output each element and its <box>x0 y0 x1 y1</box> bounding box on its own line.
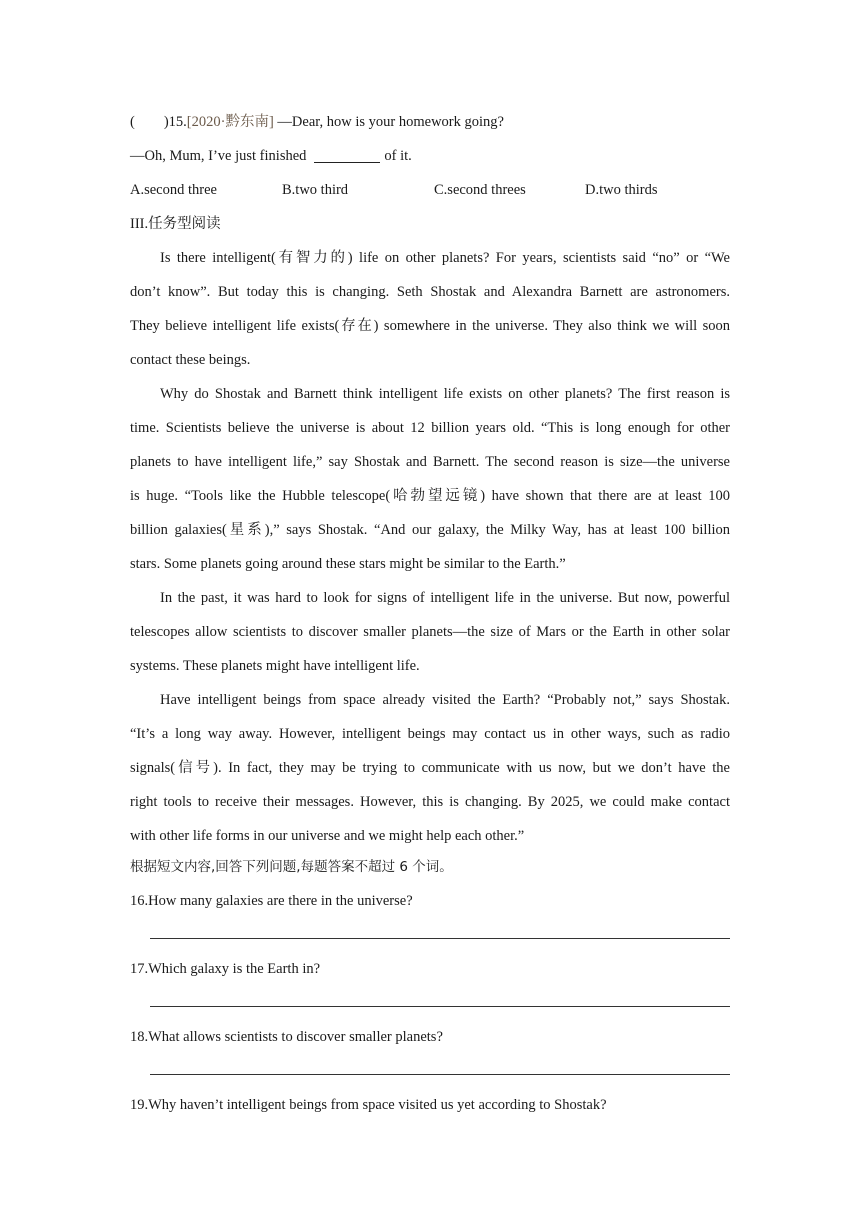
option-c: C.second threes <box>434 182 526 198</box>
instruction-text: 根据短文内容,回答下列问题,每题答案不超过 6 个词。 <box>130 859 453 875</box>
passage-line: Is there intelligent(有智力的) life on other planets? For years, scientists said “no” or “We <box>160 250 730 266</box>
passage-line: don’t know”. But today this is changing. Seth Shostak and Alexandra Barnett are astronomers. <box>130 284 730 300</box>
answer-parentheses: ( ) <box>130 114 169 130</box>
passage-line: Have intelligent beings from space already visited the Earth? “Probably not,” says Shostak. <box>160 692 730 708</box>
question-17: 17.Which galaxy is the Earth in? <box>130 961 321 977</box>
fill-in-blank <box>314 148 380 163</box>
passage-line: systems. These planets might have intelligent life. <box>130 658 420 674</box>
question-16: 16.How many galaxies are there in the universe? <box>130 893 413 909</box>
passage-line: planets to have intelligent life,” say Shostak and Barnett. The second reason is size—the universe <box>130 454 730 470</box>
passage-line: time. Scientists believe the universe is about 12 billion years old. “This is long enough for other <box>130 420 730 436</box>
passage-line: They believe intelligent life exists(存在) somewhere in the universe. They also think we will soon <box>130 318 730 334</box>
passage-line: billion galaxies(星系),” says Shostak. “And our galaxy, the Milky Way, has at least 100 billion <box>130 522 730 538</box>
question-19: 19.Why haven’t intelligent beings from space visited us yet according to Shostak? <box>130 1097 607 1113</box>
passage-line: stars. Some planets going around these stars might be similar to the Earth.” <box>130 556 566 572</box>
passage-line: telescopes allow scientists to discover smaller planets—the size of Mars or the Earth in other solar <box>130 624 730 640</box>
option-d: D.two thirds <box>585 182 658 198</box>
answer-line-17[interactable] <box>150 1006 730 1007</box>
section-heading: III.任务型阅读 <box>130 216 221 232</box>
response-text-end: of it. <box>384 148 412 164</box>
passage-line: contact these beings. <box>130 352 251 368</box>
answer-line-16[interactable] <box>150 938 730 939</box>
response-text: —Oh, Mum, I’ve just finished <box>130 148 307 164</box>
passage-line: “It’s a long way away. However, intelligent beings may contact us in other ways, such as radio <box>130 726 730 742</box>
question-prompt: —Dear, how is your homework going? <box>273 114 504 130</box>
passage-line: Why do Shostak and Barnett think intelligent life exists on other planets? The first reason is <box>160 386 730 402</box>
answer-line-18[interactable] <box>150 1074 730 1075</box>
option-b: B.two third <box>282 182 349 198</box>
passage-line: signals(信号). In fact, they may be trying to communicate with us now, but we don’t have the <box>130 760 730 776</box>
passage-line: is huge. “Tools like the Hubble telescope(哈勃望远镜) have shown that there are at least 100 <box>130 488 730 504</box>
option-a: A.second three <box>130 182 217 198</box>
question-source: [2020·黔东南] <box>186 114 274 130</box>
question-18: 18.What allows scientists to discover smaller planets? <box>130 1029 443 1045</box>
passage-line: with other life forms in our universe and we might help each other.” <box>130 828 525 844</box>
question-number: 15. <box>168 114 187 130</box>
question-15-response <box>130 146 730 166</box>
question-15 <box>130 112 730 132</box>
passage-line: right tools to receive their messages. However, this is changing. By 2025, we could make contact <box>130 794 730 810</box>
passage-line: In the past, it was hard to look for signs of intelligent life in the universe. But now, powerful <box>160 590 730 606</box>
